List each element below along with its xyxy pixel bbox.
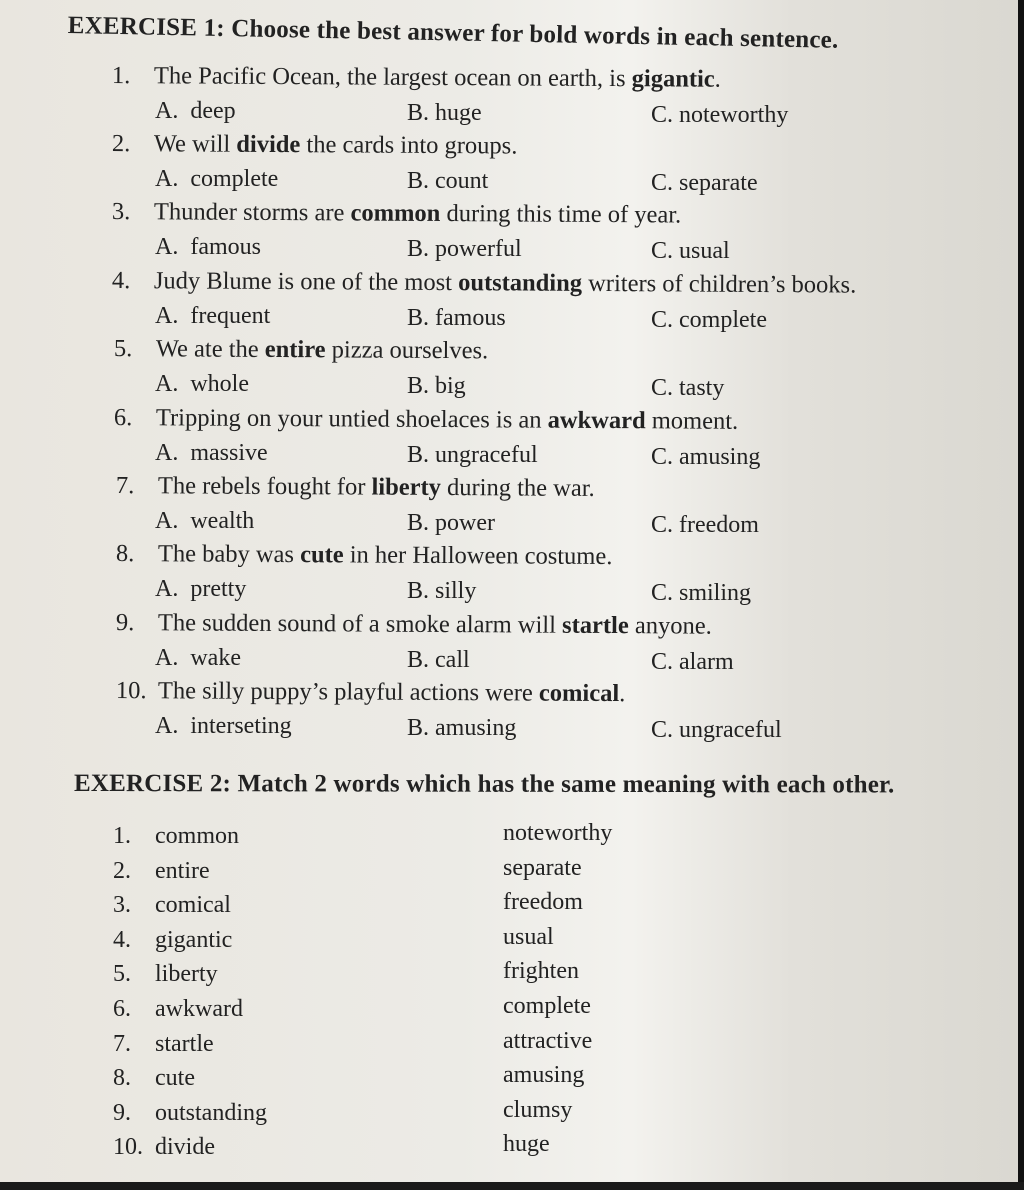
match-number: 4.: [113, 927, 131, 953]
question-text: The baby was: [157, 540, 301, 569]
answer-option-b[interactable]: B. count: [407, 168, 489, 194]
match-right-item: amusing: [503, 1062, 585, 1088]
question-text-end: anyone.: [628, 612, 712, 640]
answer-option-b[interactable]: B. silly: [407, 578, 477, 604]
question-row: [116, 609, 712, 641]
match-word: outstanding: [155, 1100, 267, 1126]
answer-option-b[interactable]: B. power: [407, 510, 495, 536]
question-text-end: writers of children’s books.: [581, 269, 857, 299]
question-bold-word: liberty: [371, 473, 442, 501]
match-number: 5.: [113, 961, 131, 987]
question-text-end: during this time of year.: [440, 200, 682, 229]
answer-option-a[interactable]: A. whole: [155, 371, 249, 397]
match-right-item: huge: [503, 1131, 550, 1157]
question-text: Judy Blume is one of the most: [153, 267, 459, 297]
question-row: [114, 404, 738, 436]
question-number: 4.: [111, 267, 131, 295]
question-text-end: pizza ourselves.: [325, 336, 489, 365]
page-edge-shadow: [1018, 0, 1024, 1190]
answer-option-a[interactable]: A. famous: [155, 234, 261, 260]
answer-option-b[interactable]: B. famous: [407, 305, 506, 331]
page-bottom-shadow: [0, 1182, 1024, 1190]
question-row: [112, 130, 518, 160]
answer-option-a[interactable]: A. wake: [155, 645, 241, 671]
answer-option-c[interactable]: C. amusing: [651, 444, 761, 470]
answer-option-a[interactable]: A. wealth: [155, 508, 255, 534]
answer-option-b[interactable]: B. huge: [407, 100, 482, 126]
question-text-end: in her Halloween costume.: [343, 541, 613, 571]
answer-option-b[interactable]: B. amusing: [407, 715, 517, 741]
match-left-item: [113, 892, 231, 919]
answer-option-c[interactable]: C. usual: [651, 238, 730, 264]
match-right-item: attractive: [503, 1028, 593, 1054]
question-text: The rebels fought for: [157, 472, 372, 501]
question-number: 7.: [115, 472, 135, 500]
question-row: [112, 267, 857, 300]
answer-option-c[interactable]: C. separate: [651, 170, 758, 196]
question-bold-word: gigantic: [631, 65, 715, 93]
match-word: liberty: [155, 961, 218, 987]
answer-option-c[interactable]: C. ungraceful: [651, 717, 782, 743]
match-right-item: usual: [503, 924, 554, 950]
exercise-1-title: EXERCISE 1: Choose the best answer for bold words in each sentence.: [67, 12, 839, 54]
answer-option-a[interactable]: A. deep: [155, 98, 236, 124]
match-right-item: clumsy: [503, 1097, 573, 1123]
match-number: 3.: [113, 892, 131, 918]
question-bold-word: cute: [300, 541, 344, 569]
question-bold-word: common: [350, 199, 441, 228]
match-left-item: [113, 858, 210, 885]
match-right-item: separate: [503, 855, 582, 881]
question-row: [114, 335, 488, 365]
match-number: 8.: [113, 1065, 131, 1091]
question-text-end: .: [619, 680, 626, 708]
match-left-item: [113, 823, 239, 850]
answer-option-a[interactable]: A. frequent: [155, 303, 271, 329]
question-number: 9.: [115, 609, 135, 637]
match-right-item: complete: [503, 993, 591, 1019]
match-number: 2.: [113, 858, 131, 884]
match-word: common: [155, 823, 239, 849]
match-number: 6.: [113, 996, 131, 1022]
question-text-end: moment.: [645, 407, 739, 435]
question-row: [116, 472, 595, 503]
match-number: 1.: [113, 823, 131, 849]
match-left-item: [113, 1065, 195, 1092]
answer-option-a[interactable]: A. massive: [155, 440, 268, 466]
question-bold-word: comical: [538, 679, 620, 708]
match-left-item: [113, 961, 218, 988]
question-number: 3.: [111, 198, 131, 226]
question-text: We ate the: [155, 335, 265, 363]
answer-option-c[interactable]: C. smiling: [651, 580, 752, 606]
question-number: 1.: [111, 62, 131, 90]
question-text: The Pacific Ocean, the largest ocean on earth, is: [153, 62, 632, 93]
question-text-end: the cards into groups.: [300, 131, 518, 160]
match-word: gigantic: [155, 927, 233, 953]
match-number: 9.: [113, 1100, 131, 1126]
question-text: We will: [153, 130, 237, 158]
answer-option-a[interactable]: A. pretty: [155, 576, 247, 602]
question-number: 6.: [113, 404, 133, 432]
match-left-item: [113, 996, 243, 1023]
match-word: divide: [155, 1134, 215, 1160]
match-right-item: frighten: [503, 958, 579, 984]
answer-option-c[interactable]: C. tasty: [651, 375, 725, 401]
question-number: 8.: [115, 540, 135, 568]
match-left-item: [113, 927, 232, 954]
question-row: [112, 198, 681, 229]
match-word: entire: [155, 858, 210, 884]
answer-option-a[interactable]: A. complete: [155, 166, 279, 192]
match-word: comical: [155, 892, 231, 918]
question-text: The sudden sound of a smoke alarm will: [157, 609, 563, 639]
question-text: The silly puppy’s playful actions were: [157, 677, 540, 707]
question-bold-word: outstanding: [458, 269, 583, 297]
match-word: cute: [155, 1065, 195, 1091]
match-right-item: freedom: [503, 889, 583, 915]
question-row: [116, 677, 626, 708]
question-number: 5.: [113, 335, 133, 363]
match-number: 10.: [113, 1134, 143, 1160]
exercise-2-title: EXERCISE 2: Match 2 words which has the same meaning with each other.: [73, 770, 895, 799]
answer-option-c[interactable]: C. freedom: [651, 512, 759, 538]
question-bold-word: divide: [236, 130, 301, 159]
match-word: awkward: [155, 996, 243, 1022]
answer-option-b[interactable]: B. call: [407, 647, 470, 673]
question-number: 2.: [111, 130, 131, 158]
match-left-item: [113, 1134, 215, 1161]
match-left-item: [113, 1100, 267, 1127]
question-number: 10.: [115, 677, 147, 705]
match-number: 7.: [113, 1031, 131, 1057]
answer-option-a[interactable]: A. interseting: [155, 713, 292, 739]
answer-option-b[interactable]: B. big: [407, 373, 466, 399]
answer-option-c[interactable]: C. complete: [651, 307, 767, 333]
answer-option-c[interactable]: C. alarm: [651, 649, 734, 675]
question-bold-word: awkward: [547, 406, 646, 435]
match-right-item: noteworthy: [503, 820, 613, 846]
answer-option-b[interactable]: B. ungraceful: [407, 442, 538, 468]
question-bold-word: entire: [264, 335, 326, 364]
question-text-end: during the war.: [440, 473, 595, 502]
match-word: startle: [155, 1031, 214, 1057]
answer-option-b[interactable]: B. powerful: [407, 236, 522, 262]
question-text-end: .: [714, 65, 721, 93]
question-row: [116, 540, 613, 571]
answer-option-c[interactable]: C. noteworthy: [651, 102, 789, 128]
match-left-item: [113, 1031, 214, 1058]
question-text: Tripping on your untied shoelaces is an: [155, 404, 548, 434]
question-row: [112, 62, 721, 94]
question-text: Thunder storms are: [153, 198, 351, 227]
question-bold-word: startle: [561, 611, 629, 640]
